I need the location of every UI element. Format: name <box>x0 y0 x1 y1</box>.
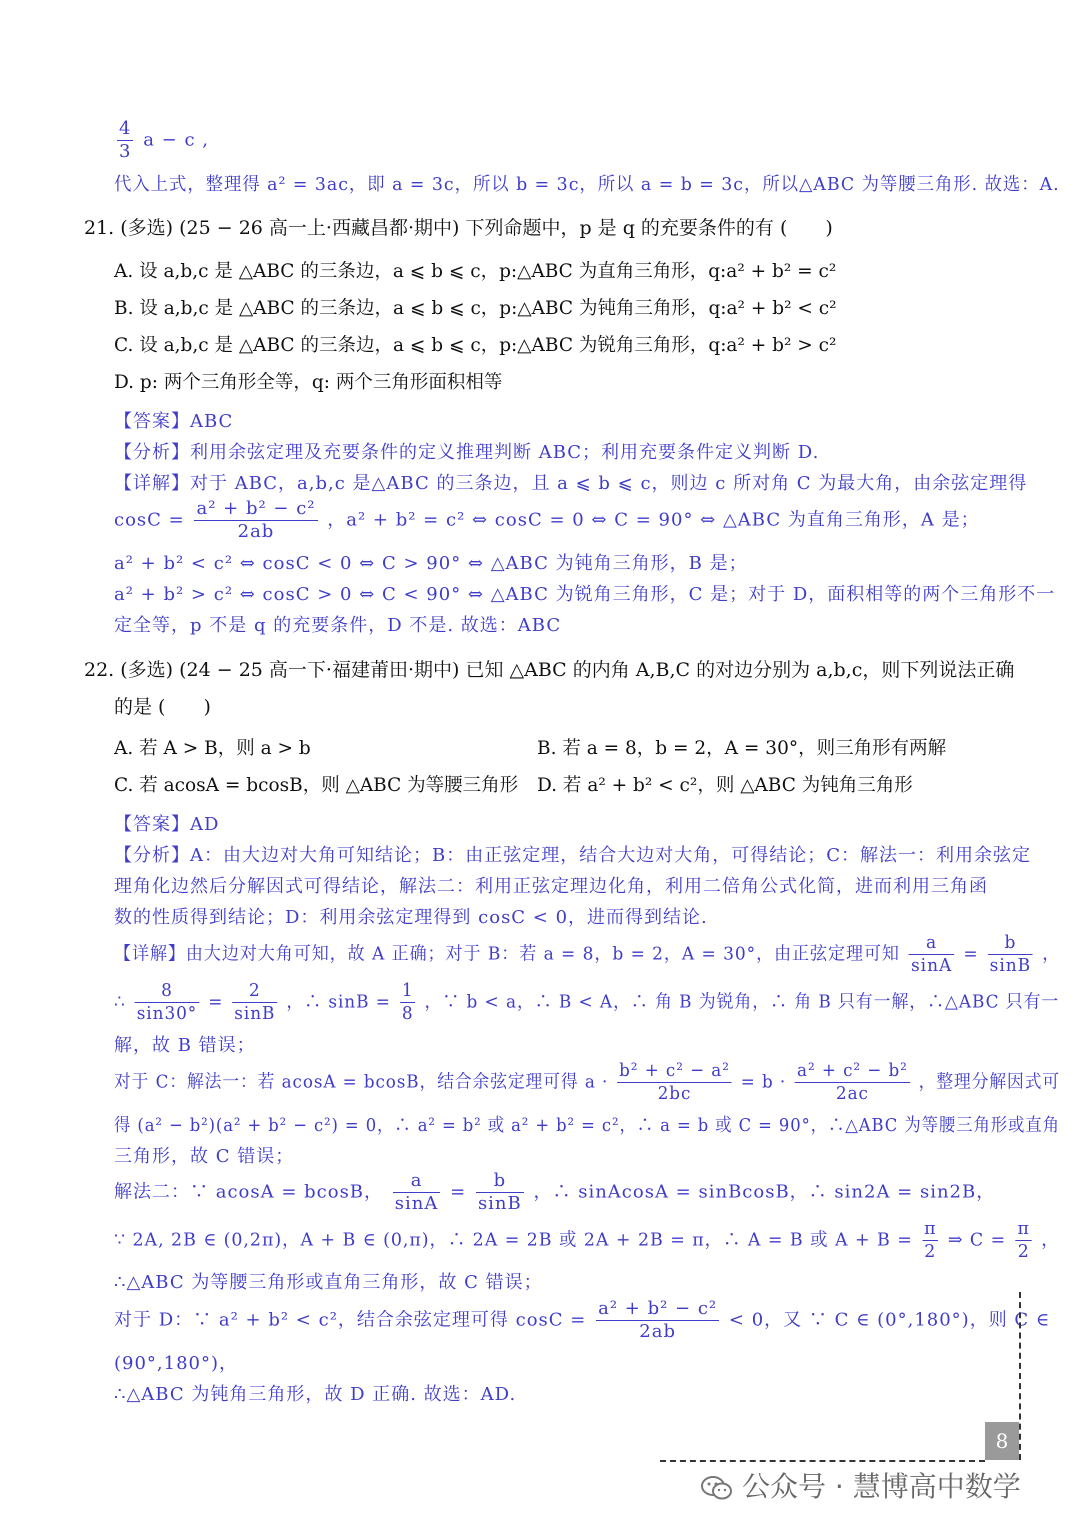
detail-text: 解法二：∵ acosA = bcosB， <box>114 1181 384 1203</box>
q22-answer: 【答案】AD <box>114 814 220 835</box>
q22-detail-1 <box>114 932 1060 977</box>
prev-conclusion: 代入上式，整理得 a² = 3ac，即 a = 3c，所以 b = 3c，所以 a = b = 3c，所以△ABC 为等腰三角形. 故选：A. <box>114 174 1060 195</box>
q22-c-method2 <box>114 1170 995 1215</box>
q21-line-b: a² + b² < c² ⇔ cosC < 0 ⇔ C > 90° ⇔ △ABC 为钝角三角形，B 是； <box>114 553 748 574</box>
fraction: $\frac{a}{\sin A}$ <box>910 932 953 976</box>
fraction: $\frac{b}{\sin B}$ <box>989 932 1032 976</box>
detail-text: ，∴ sinB = <box>286 991 391 1013</box>
q22-analysis-3: 数的性质得到结论；D：利用余弦定理得到 cosC < 0，进而得到结论. <box>114 907 708 928</box>
q21-option-d: D. p: 两个三角形全等，q: 两个三角形面积相等 <box>114 372 503 393</box>
q21-stem: 21. (多选) (25 − 26 高一上·西藏昌都·期中) 下列命题中，p 是 q 的充要条件的有 ( ) <box>84 217 833 239</box>
fraction: $\frac{b}{\sin B}$ <box>477 1170 522 1214</box>
cos-fraction: $\frac{\text{a² + b² − c²}}{2ab}$ <box>196 498 316 542</box>
q22-detail-2 <box>114 980 1059 1025</box>
q21-detail-1: 【详解】对于 ABC，a,b,c 是△ABC 的三条边，且 a ⩽ b ⩽ c，则边 c 所对角 C 为最大角，由余弦定理得 <box>114 473 1028 494</box>
therefore: ∴ <box>114 991 126 1013</box>
equals: = <box>208 991 224 1013</box>
fraction: $\frac{2}{\sin B}$ <box>234 980 276 1024</box>
q22-analysis-2: 理角化边然后分解因式可得结论，解法二：利用正弦定理边化角，利用二倍角公式化简，进而利用三角函 <box>114 876 988 897</box>
fraction: $\frac{a}{\sin A}$ <box>394 1170 439 1214</box>
q22-c-line-3: 三角形，故 C 错误； <box>114 1146 295 1167</box>
fraction: $\frac{\text{a² + b² − c²}}{2ab}$ <box>598 1298 718 1342</box>
q22-c-method1 <box>114 1060 1060 1105</box>
fraction: $\frac{\pi}{2}$ <box>1017 1218 1030 1262</box>
comma: ， <box>1042 943 1061 965</box>
q21-answer: 【答案】ABC <box>114 411 234 432</box>
q22-option-c: C. 若 acosA = bcosB，则 △ABC 为等腰三角形 <box>114 775 519 796</box>
prev-fraction-tail: a − c , <box>143 129 209 151</box>
q22-stem-2: 的是 ( ) <box>114 696 211 718</box>
page-number: 8 <box>985 1422 1019 1460</box>
q22-stem-1: 22. (多选) (24 − 25 高一下·福建莆田·期中) 已知 △ABC 的内角 A,B,C 的对边分别为 a,b,c，则下列说法正确 <box>84 659 1015 681</box>
fraction: $\frac{\text{a² + c² − b²}}{2ac}$ <box>797 1060 908 1104</box>
q22-option-b: B. 若 a = 8，b = 2，A = 30°，则三角形有两解 <box>537 738 947 759</box>
q21-option-b: B. 设 a,b,c 是 △ABC 的三条边，a ⩽ b ⩽ c，p:△ABC 为钝角三角形，q:a² + b² < c² <box>114 298 837 319</box>
cos-lhs: cosC = <box>114 509 185 531</box>
cos-tail: ，a² + b² = c² ⇔ cosC = 0 ⇔ C = 90° ⇔ △ABC 为直角三角形，A 是； <box>327 509 980 531</box>
q22-option-a: A. 若 A > B，则 a > b <box>114 738 311 759</box>
q21-line-c: a² + b² > c² ⇔ cosC > 0 ⇔ C < 90° ⇔ △ABC 为锐角三角形，C 是；对于 D，面积相等的两个三角形不一 <box>114 584 1056 605</box>
q22-option-d: D. 若 a² + b² < c²，则 △ABC 为钝角三角形 <box>537 775 913 796</box>
prev-fraction-line <box>114 118 209 163</box>
detail-text: ，∵ b < a，∴ B < A，∴ 角 B 为锐角，∴ 角 B 只有一解，∴△ABC 只有一 <box>424 991 1060 1013</box>
dashed-border-vertical <box>1019 1292 1021 1460</box>
fraction: $\frac{\pi}{2}$ <box>924 1218 937 1262</box>
dashed-border-horizontal <box>660 1460 985 1462</box>
q22-analysis-1: 【分析】A：由大边对大角可知结论；B：由正弦定理，结合大边对大角，可得结论；C：解法一：利用余弦定 <box>114 845 1031 866</box>
detail-text: 【详解】由大边对大角可知，故 A 正确；对于 B：若 a = 8，b = 2，A = 30°，由正弦定理可知 <box>114 943 900 965</box>
q22-c-method2-line3: ∴△ABC 为等腰三角形或直角三角形，故 C 错误； <box>114 1272 543 1293</box>
q21-analysis: 【分析】利用余弦定理及充要条件的定义推理判断 ABC；利用充要条件定义判断 D. <box>114 442 820 463</box>
detail-text: < 0，又 ∵ C ∈ (0°,180°)，则 C ∈ <box>728 1309 1051 1331</box>
q22-d-line-3: ∴△ABC 为钝角三角形，故 D 正确. 故选：AD. <box>114 1384 517 1405</box>
q22-detail-3: 解，故 B 错误； <box>114 1035 256 1056</box>
equals: = <box>450 1181 467 1203</box>
comma: ， <box>1041 1229 1060 1251</box>
detail-text: 对于 C：解法一：若 acosA = bcosB，结合余弦定理可得 a · <box>114 1071 609 1093</box>
detail-text: ，整理分解因式可 <box>918 1071 1061 1093</box>
q21-option-a: A. 设 a,b,c 是 △ABC 的三条边，a ⩽ b ⩽ c，p:△ABC 为直角三角形，q:a² + b² = c² <box>114 261 837 282</box>
detail-text: ，∴ sinAcosA = sinBcosB，∴ sin2A = sin2B， <box>533 1181 996 1203</box>
q22-c-line-2: 得 (a² − b²)(a² + b² − c²) = 0，∴ a² = b² 或 a² + b² = c²，∴ a = b 或 C = 90°，∴△ABC 为等腰三角形或直角 <box>114 1115 1060 1136</box>
detail-text: = b · <box>740 1071 787 1093</box>
watermark <box>700 1465 1021 1505</box>
fraction: $\frac{8}{\sin 30^\circ}$ <box>136 980 198 1024</box>
detail-text: ∵ 2A, 2B ∈ (0,2π)，A + B ∈ (0,π)，∴ 2A = 2B 或 2A + 2B = π，∴ A = B 或 A + B = <box>114 1229 913 1251</box>
q22-c-method2-line2 <box>114 1218 1060 1263</box>
wechat-icon <box>700 1475 734 1501</box>
fraction: $\frac{1}{8}$ <box>401 980 414 1024</box>
q21-option-c: C. 设 a,b,c 是 △ABC 的三条边，a ⩽ b ⩽ c，p:△ABC 为锐角三角形，q:a² + b² > c² <box>114 335 837 356</box>
detail-text: 对于 D：∵ a² + b² < c²，结合余弦定理可得 cosC = <box>114 1309 587 1331</box>
q22-d-line-2: (90°,180°)， <box>114 1353 239 1374</box>
q21-line-d: 定全等，p 不是 q 的充要条件，D 不是. 故选：ABC <box>114 615 562 636</box>
detail-text: ⇒ C = <box>947 1229 1007 1251</box>
q22-d-line-1 <box>114 1298 1050 1343</box>
q21-cos-line <box>114 498 980 543</box>
fraction: $\frac{4}{3}$ <box>119 118 132 162</box>
equals: = <box>963 943 979 965</box>
watermark-text: 公众号 · 慧博高中数学 <box>742 1470 1021 1503</box>
fraction: $\frac{\text{b² + c² − a²}}{2bc}$ <box>619 1060 730 1104</box>
